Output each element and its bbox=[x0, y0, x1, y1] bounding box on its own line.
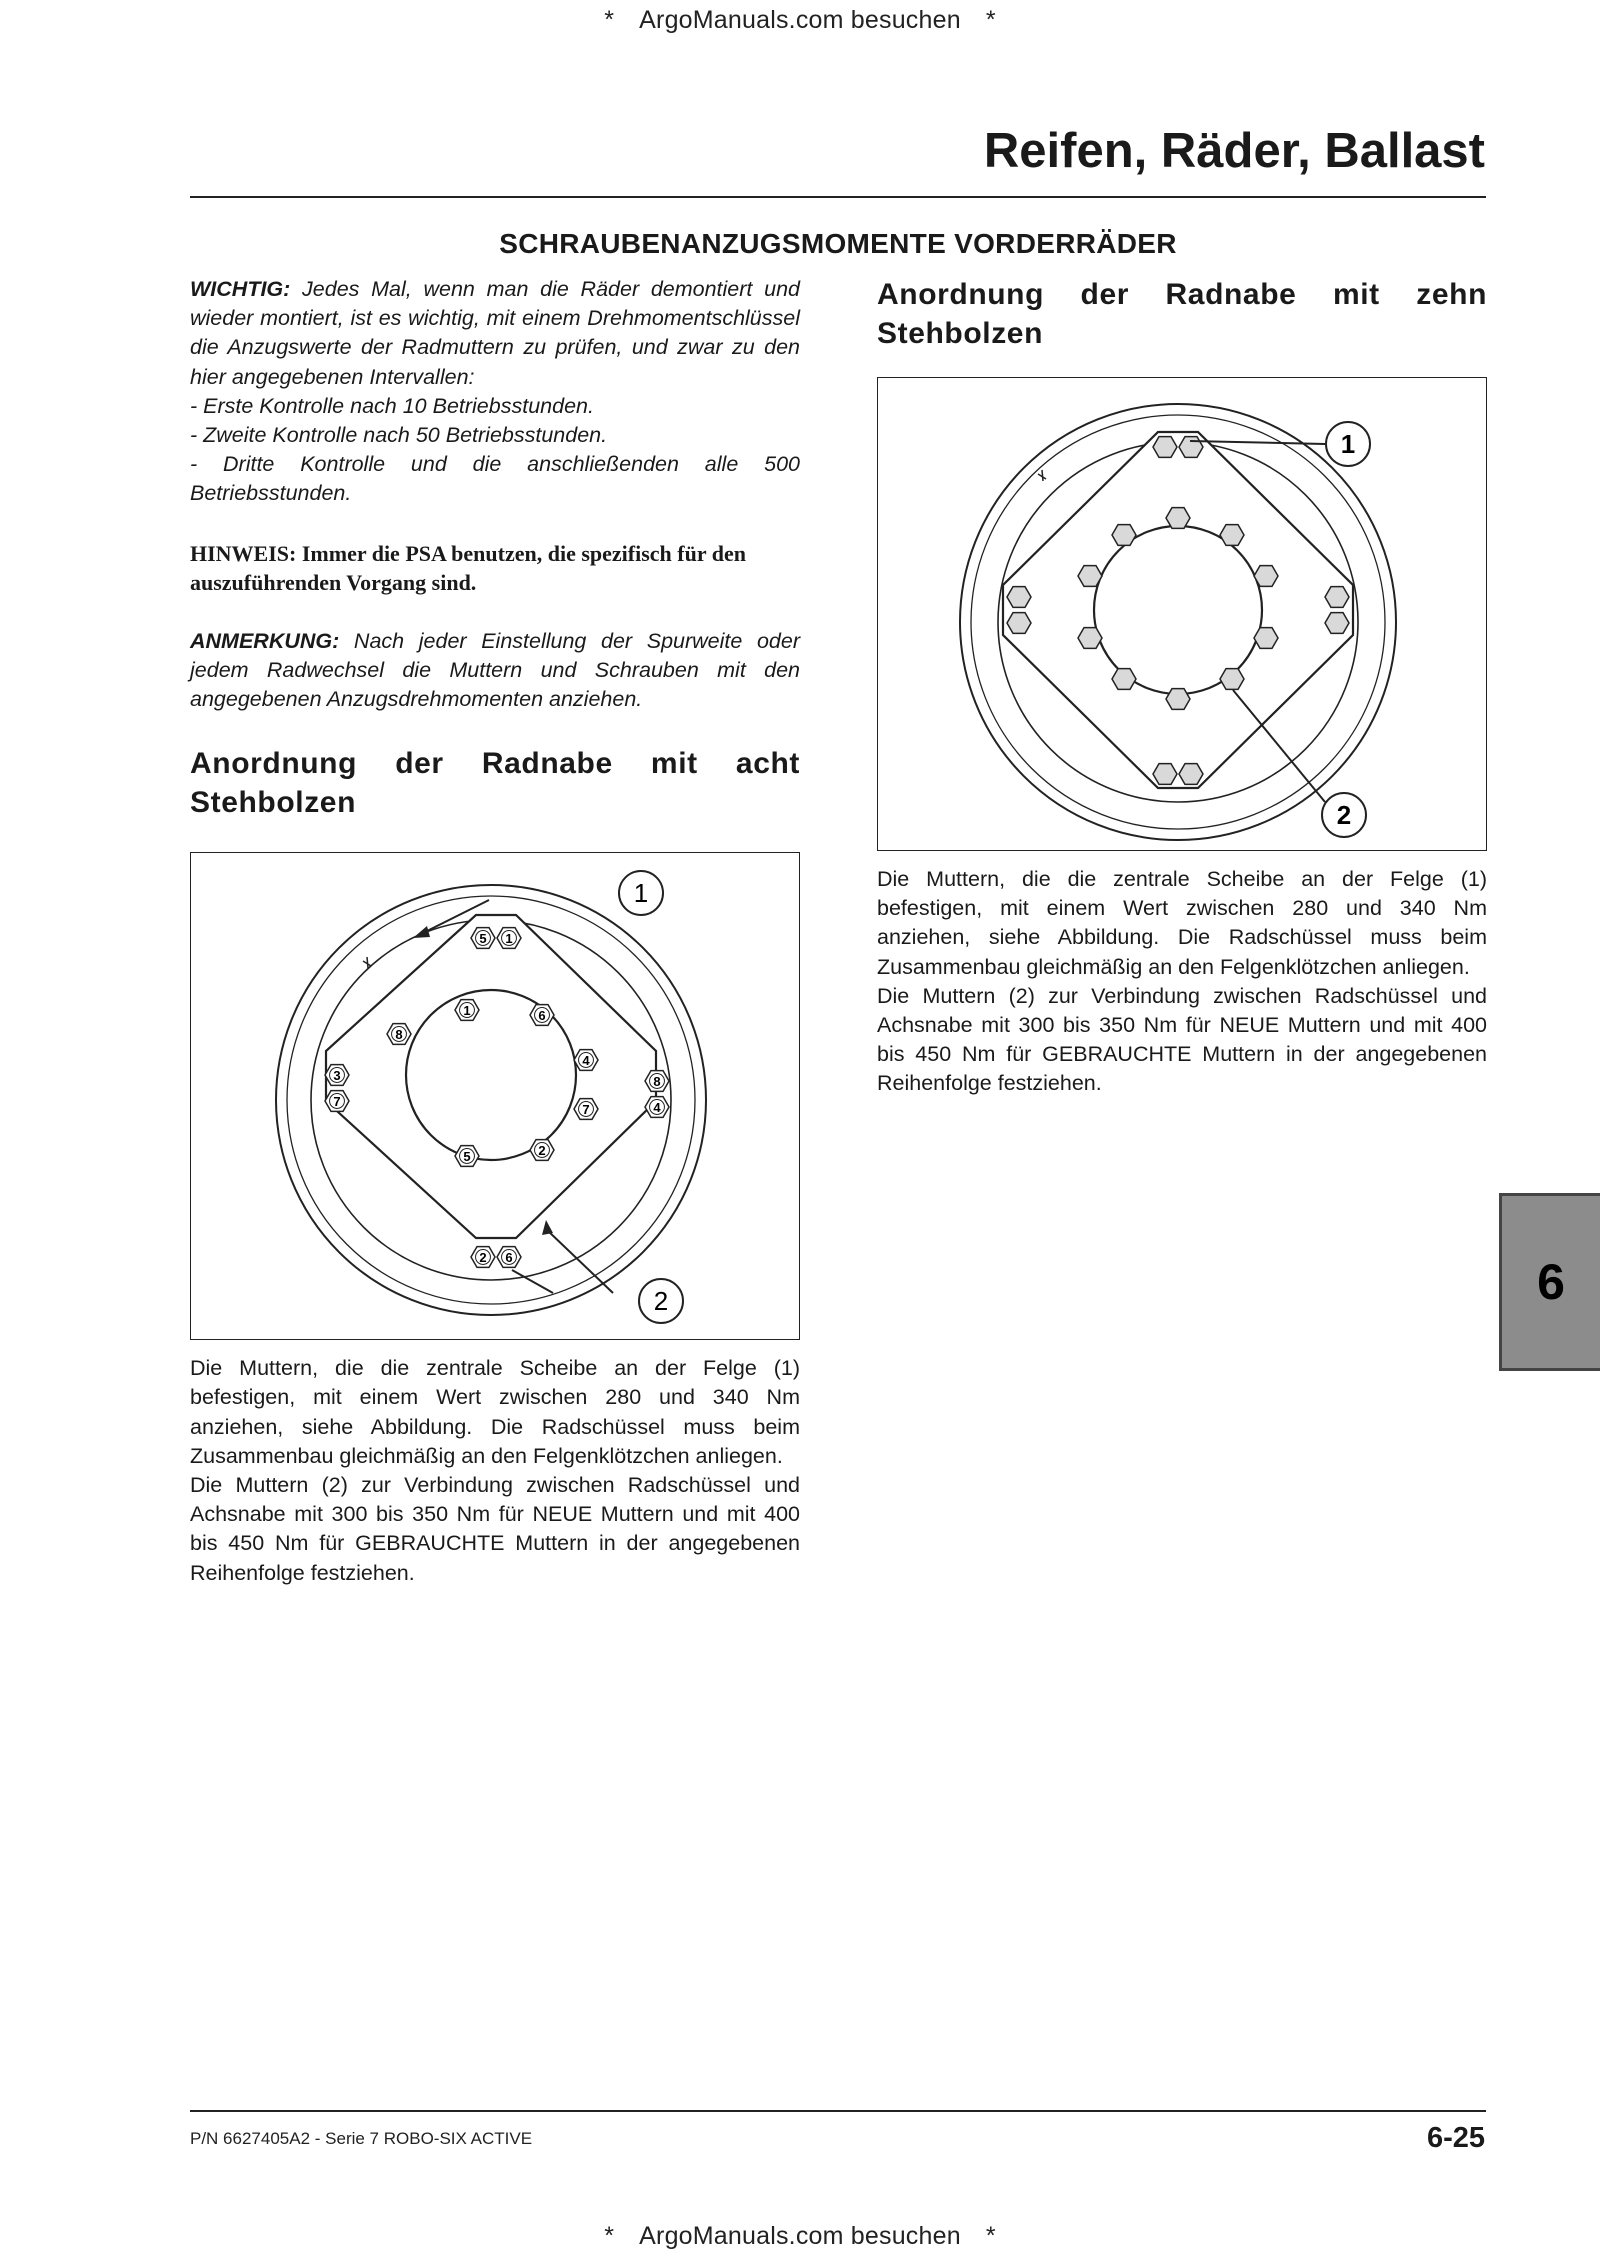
wheel-nut bbox=[1179, 764, 1203, 785]
paragraph-rim-nuts: Die Muttern, die die zentrale Scheibe an der Felge (1) befestigen, mit einem Wert zwischen 280 und 340 Nm anziehen, siehe Abbildung. Die Radschüssel muss beim Zusammenbau gleichmäßig an den Felgenklötzchen anliegen. bbox=[190, 1356, 800, 1468]
nut-sequence-number: 7 bbox=[582, 1102, 590, 1118]
interval-item: - Zweite Kontrolle nach 50 Betriebsstunden. bbox=[190, 423, 608, 448]
nut-sequence-number: 2 bbox=[479, 1250, 487, 1266]
nut-sequence-number: 1 bbox=[505, 931, 513, 947]
wheel-nut bbox=[1220, 525, 1244, 546]
hinweis-note: HINWEIS: Immer die PSA benutzen, die spezifisch für den auszuführenden Vorgang sind. bbox=[190, 540, 746, 595]
wheel-nut bbox=[455, 1000, 479, 1021]
wheel-nut bbox=[1166, 689, 1190, 710]
wheel-nut bbox=[530, 1005, 554, 1026]
watermark-star: * bbox=[985, 2222, 996, 2250]
chapter-title: Reifen, Räder, Ballast bbox=[983, 124, 1485, 178]
figure-eight-studs bbox=[190, 852, 800, 1340]
callout-2: 2 bbox=[653, 1286, 669, 1317]
wheel-nut bbox=[645, 1071, 669, 1092]
wichtig-label: WICHTIG: bbox=[190, 277, 291, 301]
interval-item: - Erste Kontrolle nach 10 Betriebsstunden. bbox=[190, 393, 594, 418]
wheel-nut bbox=[1078, 628, 1102, 649]
right-column bbox=[877, 275, 1487, 1099]
anmerkung-text: Nach jeder Einstellung der Spurweite oder jedem Radwechsel die Muttern und Schrauben mit den angegebenen Anzugsdrehmomenten anziehen. bbox=[190, 628, 800, 712]
wheel-nut bbox=[1166, 508, 1190, 529]
nut-sequence-number: 5 bbox=[479, 931, 487, 947]
nut-sequence-number: 5 bbox=[463, 1149, 471, 1165]
wheel-hub-diagram-eight bbox=[191, 853, 798, 1338]
paragraph-hub-nuts: Die Muttern (2) zur Verbindung zwischen Radschüssel und Achsnabe mit 300 bis 350 Nm für NEUE Muttern und mit 400 bis 450 Nm für GEBRAUCHTE Muttern in der angegebenen Reihenfolge festziehen. bbox=[877, 983, 1487, 1096]
figure-ten-studs bbox=[877, 377, 1487, 851]
nut-sequence-number: 8 bbox=[395, 1027, 403, 1043]
wichtig-text: Jedes Mal, wenn man die Räder demontiert und wieder montiert, ist es wichtig, mit einem Drehmomentschlüssel die Anzugswerte der Radmuttern zu prüfen, und zwar zu den hier angegebenen Intervallen: bbox=[190, 277, 800, 389]
heading-eight-studs: Anordnung der Radnabe mit acht Stehbolzen bbox=[190, 747, 800, 820]
wheel-nut bbox=[1007, 587, 1031, 608]
nut-sequence-number: 2 bbox=[538, 1143, 546, 1159]
wheel-nut bbox=[455, 1146, 479, 1167]
watermark-text[interactable]: ArgoManuals.com besuchen bbox=[639, 2222, 961, 2250]
right-body bbox=[877, 865, 1487, 1099]
nut-sequence-number: 4 bbox=[582, 1053, 590, 1069]
wheel-nut bbox=[1325, 613, 1349, 634]
wheel-nut bbox=[325, 1091, 349, 1112]
interval-item: - Dritte Kontrolle und die anschließenden alle 500 Betriebsstunden. bbox=[190, 452, 800, 506]
nut-sequence-number: 8 bbox=[653, 1074, 661, 1090]
section-title: SCHRAUBENANZUGSMOMENTE VORDERRÄDER bbox=[499, 228, 1177, 259]
wheel-nut bbox=[1112, 525, 1136, 546]
wheel-nut bbox=[1325, 587, 1349, 608]
watermark-star: * bbox=[604, 6, 615, 34]
callout-1: 1 bbox=[1340, 429, 1356, 459]
wheel-nut bbox=[1254, 566, 1278, 587]
nut-sequence-number: 4 bbox=[653, 1100, 661, 1116]
nut-sequence-number: 1 bbox=[463, 1003, 471, 1019]
paragraph-hub-nuts: Die Muttern (2) zur Verbindung zwischen Radschüssel und Achsnabe mit 300 bis 350 Nm für NEUE Muttern und mit 400 bis 450 Nm für GEBRAUCHTE Muttern in der angegebenen Reihenfolge festziehen. bbox=[190, 1473, 800, 1585]
callout-2: 2 bbox=[1336, 800, 1352, 830]
wheel-nut bbox=[1153, 764, 1177, 785]
anmerkung-label: ANMERKUNG: bbox=[190, 628, 340, 653]
anmerkung-note bbox=[190, 627, 800, 715]
watermark-star: * bbox=[985, 6, 996, 34]
watermark-text[interactable]: ArgoManuals.com besuchen bbox=[639, 6, 961, 34]
header-rule bbox=[190, 196, 1486, 198]
wheel-nut bbox=[530, 1140, 554, 1161]
wheel-nut bbox=[1179, 437, 1203, 458]
footer-page-number: 6-25 bbox=[1426, 2122, 1485, 2154]
wheel-nut bbox=[574, 1050, 598, 1071]
chapter-tab-number: 6 bbox=[1537, 1254, 1565, 1310]
wheel-nut bbox=[387, 1024, 411, 1045]
wheel-nut bbox=[471, 928, 495, 949]
left-body bbox=[190, 1354, 800, 1588]
nut-sequence-number: 7 bbox=[333, 1094, 341, 1110]
wheel-nut bbox=[1220, 669, 1244, 690]
wheel-nut bbox=[645, 1097, 669, 1118]
chapter-tab[interactable] bbox=[1499, 1193, 1600, 1371]
wheel-nut bbox=[497, 1247, 521, 1268]
wheel-nut bbox=[1254, 628, 1278, 649]
wheel-nut bbox=[1078, 566, 1102, 587]
wheel-nut bbox=[1153, 437, 1177, 458]
heading-ten-studs: Anordnung der Radnabe mit zehn Stehbolzen bbox=[877, 278, 1487, 350]
watermark-top bbox=[0, 6, 1600, 35]
wheel-nut bbox=[325, 1065, 349, 1086]
footer-rule bbox=[190, 2110, 1486, 2112]
wheel-nut bbox=[1007, 613, 1031, 634]
paragraph-rim-nuts: Die Muttern, die die zentrale Scheibe an der Felge (1) befestigen, mit einem Wert zwischen 280 und 340 Nm anziehen, siehe Abbildung. Die Radschüssel muss beim Zusammenbau gleichmäßig an den Felgenklötzchen anliegen. bbox=[877, 867, 1487, 979]
callout-1: 1 bbox=[633, 878, 649, 909]
nut-sequence-number: 6 bbox=[538, 1008, 546, 1024]
watermark-star: * bbox=[604, 2222, 615, 2250]
wheel-nut bbox=[497, 928, 521, 949]
nut-sequence-number: 6 bbox=[505, 1250, 513, 1266]
footer-part-number: P/N 6627405A2 - Serie 7 ROBO-SIX ACTIVE bbox=[190, 2129, 533, 2148]
wheel-hub-diagram-ten bbox=[878, 378, 1485, 849]
wichtig-note bbox=[190, 275, 800, 392]
left-column bbox=[190, 275, 800, 1588]
wheel-nut bbox=[471, 1247, 495, 1268]
wheel-nut bbox=[1112, 669, 1136, 690]
watermark-bottom bbox=[0, 2222, 1600, 2251]
nut-sequence-number: 3 bbox=[333, 1068, 341, 1084]
wheel-nut bbox=[574, 1099, 598, 1120]
